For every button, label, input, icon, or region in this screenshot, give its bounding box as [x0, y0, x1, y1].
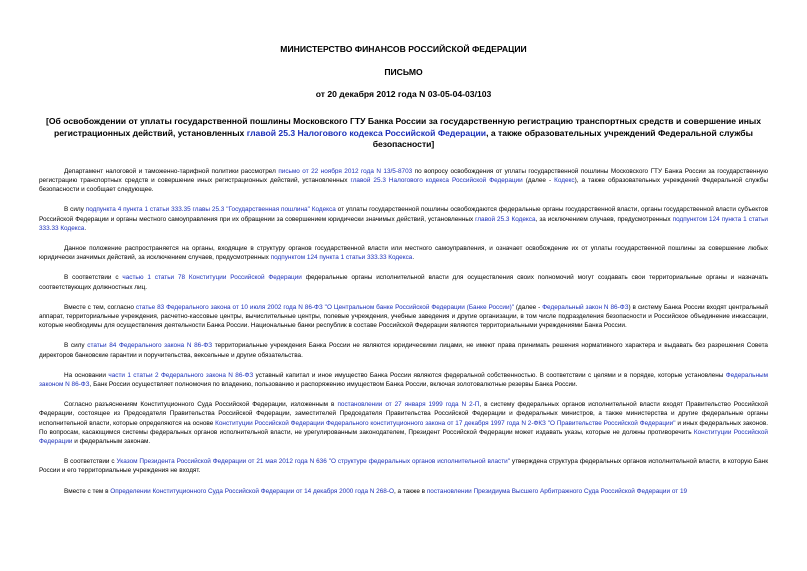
body-text: , за исключением случаев, предусмотренных	[535, 215, 673, 223]
document-link[interactable]: Федеральный закон N 86-ФЗ	[542, 303, 629, 311]
document-link[interactable]: постановлении Президиума Высшего Арбитражного Суда Российской Федерации от 19	[426, 487, 688, 495]
body-text: Департамент налоговой и таможенно-тарифной политики рассмотрел	[64, 167, 279, 175]
document-link[interactable]: подпунктом 124 пункта 1 статьи 333.33 Кодекса	[270, 254, 413, 262]
body-paragraph	[39, 303, 768, 331]
document-link[interactable]: Конституции Российской Федерации	[215, 419, 325, 427]
body-text: ), а также образовательных учреждений Федеральной службы безопасности и сообщает следующее.	[39, 176, 769, 194]
document-link[interactable]: подпунктом 124 пункта 1 статьи 333.33	[39, 215, 768, 232]
body-text: по вопросу освобождения от уплаты государственной пошлины Московского ГТУ Банка России за государственную регистрацию транспортных средств и совершение иных регистрационных действий, установленных	[39, 167, 769, 184]
body-text: утверждена структура федеральных органов исполнительной власти, в которую Банк России и его территориальные учреждения не входят.	[39, 458, 769, 475]
document-link[interactable]: письмо от 22 ноября 2012 года N 13/5-8703	[278, 167, 413, 175]
body-text: В силу	[64, 206, 86, 214]
body-paragraph	[39, 400, 768, 446]
document-link[interactable]: статьи 84 Федерального закона N 86-ФЗ	[87, 342, 213, 350]
body-text: .	[412, 254, 415, 262]
document-link[interactable]: главой 25.3	[475, 215, 510, 223]
document-link[interactable]: постановлении от 27 января 1999 года N 2-П	[337, 401, 480, 409]
document-type: ПИСЬМО	[384, 67, 423, 77]
document-link[interactable]: Кодекс	[554, 176, 575, 184]
document-link[interactable]: части 1	[108, 371, 131, 379]
subject-link-chapter-25-3[interactable]: главой 25.3 Налогового кодекса Российской Федерации	[246, 127, 487, 138]
document-link[interactable]: Указом Президента Российской Федерации от 21 мая 2012 года N 636 "О структуре федеральных органов исполнительной власти"	[116, 458, 510, 466]
document-link[interactable]: главой 25.3	[350, 176, 386, 184]
document-subject	[39, 116, 768, 151]
body-text: , в систему федеральных органов исполнительной власти входят Правительство Российской Федерации, состоящее из Председателя Правительства Российской Федерации, заместителей Председателя Правительства Российской Федерации и федеральных министров, а также министерства и другие федеральные органы исполнительной власти, которые определяются на основе	[39, 401, 768, 427]
body-paragraph	[39, 457, 768, 475]
document-link[interactable]: Кодекса	[511, 215, 536, 223]
document-link[interactable]: Кодекса	[60, 224, 85, 232]
body-paragraph	[39, 341, 768, 359]
body-paragraph	[39, 273, 768, 291]
body-text: На основании	[64, 371, 109, 379]
body-paragraph	[39, 487, 768, 496]
body-paragraph	[39, 371, 768, 389]
subject-text-1: [Об освобождении от уплаты государственной пошлины Московского ГТУ Банка России за государственную регистрацию транспортных средств и совершение иных регистрационных действий, установленных	[45, 116, 762, 138]
document-link[interactable]: статье 83 Федерального закона от 10 июля 2002 года N 86-ФЗ "О Центральном банке Российской Федерации (Банке России)"	[135, 303, 514, 311]
body-text: ) в систему Банка России входят центральный аппарат, территориальные учреждения, расчетно-кассовые центры, вычислительные центры, полевые учреждения, учебные заведения и другие организации, в том числе подразделения безопасности и Российское объединение инкассации, которые необходимы для осуществления деятельности Банка России. Национальные банки республик в составе Российской Федерации являются территориальными учреждениями Банка России.	[39, 303, 768, 330]
document-body	[39, 167, 768, 496]
body-text: .	[84, 224, 87, 232]
document-date-number: от 20 декабря 2012 года N 03-05-04-03/103	[315, 89, 492, 99]
body-text: (далее -	[522, 176, 555, 184]
body-text: , а также в	[393, 487, 427, 495]
body-text: Вместе с тем, согласно	[64, 303, 136, 311]
body-text: уставный капитал и иное имущество Банка России являются федеральной собственностью. В соответствии с целями и в порядке, которые установлены	[253, 371, 726, 379]
body-paragraph	[39, 244, 768, 262]
body-text: от уплаты государственной пошлины освобождаются федеральные органы государственной власти, органы государственной власти субъектов Российской Федерации и органы местного самоуправления при их обращении за совершением юридически значимых действий, установленных	[39, 206, 768, 223]
subject-text-2: , а также образовательных учреждений Федеральной службы безопасности]	[372, 127, 753, 150]
body-text: Данное положение распространяется на органы, входящие в структуру органов государственной власти или местного самоуправления, и означает освобождение их от уплаты государственной пошлины за совершение любых юридически значимых действий, за исключением случаев, предусмотренных	[39, 245, 768, 262]
body-paragraph	[39, 167, 768, 195]
document-link[interactable]: подпункта 4 пункта 1 статьи 333.35 главы 25.3 "Государственная пошлина"	[85, 206, 310, 214]
body-text: В силу	[64, 342, 88, 350]
body-text: и иных федеральных законов. По вопросам, касающимся системы федеральных органов исполнительной власти, не урегулированным законодателем, Президент Российской Федерации может издавать указы, которые не должны противоречить	[39, 419, 768, 436]
body-text: В соответствии с	[64, 458, 117, 466]
document-link[interactable]: Федерального конституционного закона от 17 декабря 1997 года N 2-ФКЗ "О Правительстве Российской Федерации"	[325, 419, 676, 427]
body-text: В соответствии с	[64, 274, 123, 282]
body-text: и федеральным законам.	[72, 438, 151, 446]
document-link[interactable]: Федеральным законом N 86-ФЗ	[39, 371, 768, 389]
document-link[interactable]: Конституции Российской Федерации	[39, 428, 768, 446]
document-link[interactable]: Налогового кодекса Российской Федерации	[388, 176, 523, 184]
body-paragraph	[39, 205, 768, 233]
document-link[interactable]: Определении Конституционного Суда Российской Федерации от 14 декабря 2000 года N 268-О	[110, 487, 394, 495]
body-text: территориальные учреждения Банка России не являются юридическими лицами, не имеют права принимать решения нормативного характера и выдавать без разрешения Совета директоров банковские гарантии и поручительства, вексельные и другие обязательства.	[39, 342, 768, 359]
body-text: Вместе с тем в	[64, 487, 111, 495]
document-link[interactable]: Кодекса	[311, 206, 336, 214]
document-link[interactable]: статьи 2 Федерального закона N 86-ФЗ	[133, 371, 254, 379]
body-text: Согласно разъяснениям Конституционного Суда Российской Федерации, изложенным в	[64, 401, 338, 409]
ministry-heading: МИНИСТЕРСТВО ФИНАНСОВ РОССИЙСКОЙ ФЕДЕРАЦИИ	[280, 44, 527, 54]
document-link[interactable]: частью 1 статьи 78 Конституции Российской Федерации	[122, 274, 302, 282]
body-text: (далее -	[513, 303, 543, 311]
body-text: , Банк России осуществляет полномочия по владению, пользованию и распоряжению имуществом Банка России, включая золотовалютные резервы Банка России.	[89, 381, 578, 389]
body-text: федеральные органы исполнительной власти для осуществления своих полномочий могут создавать свои территориальные органы и назначать соответствующих должностных лиц.	[39, 274, 768, 291]
